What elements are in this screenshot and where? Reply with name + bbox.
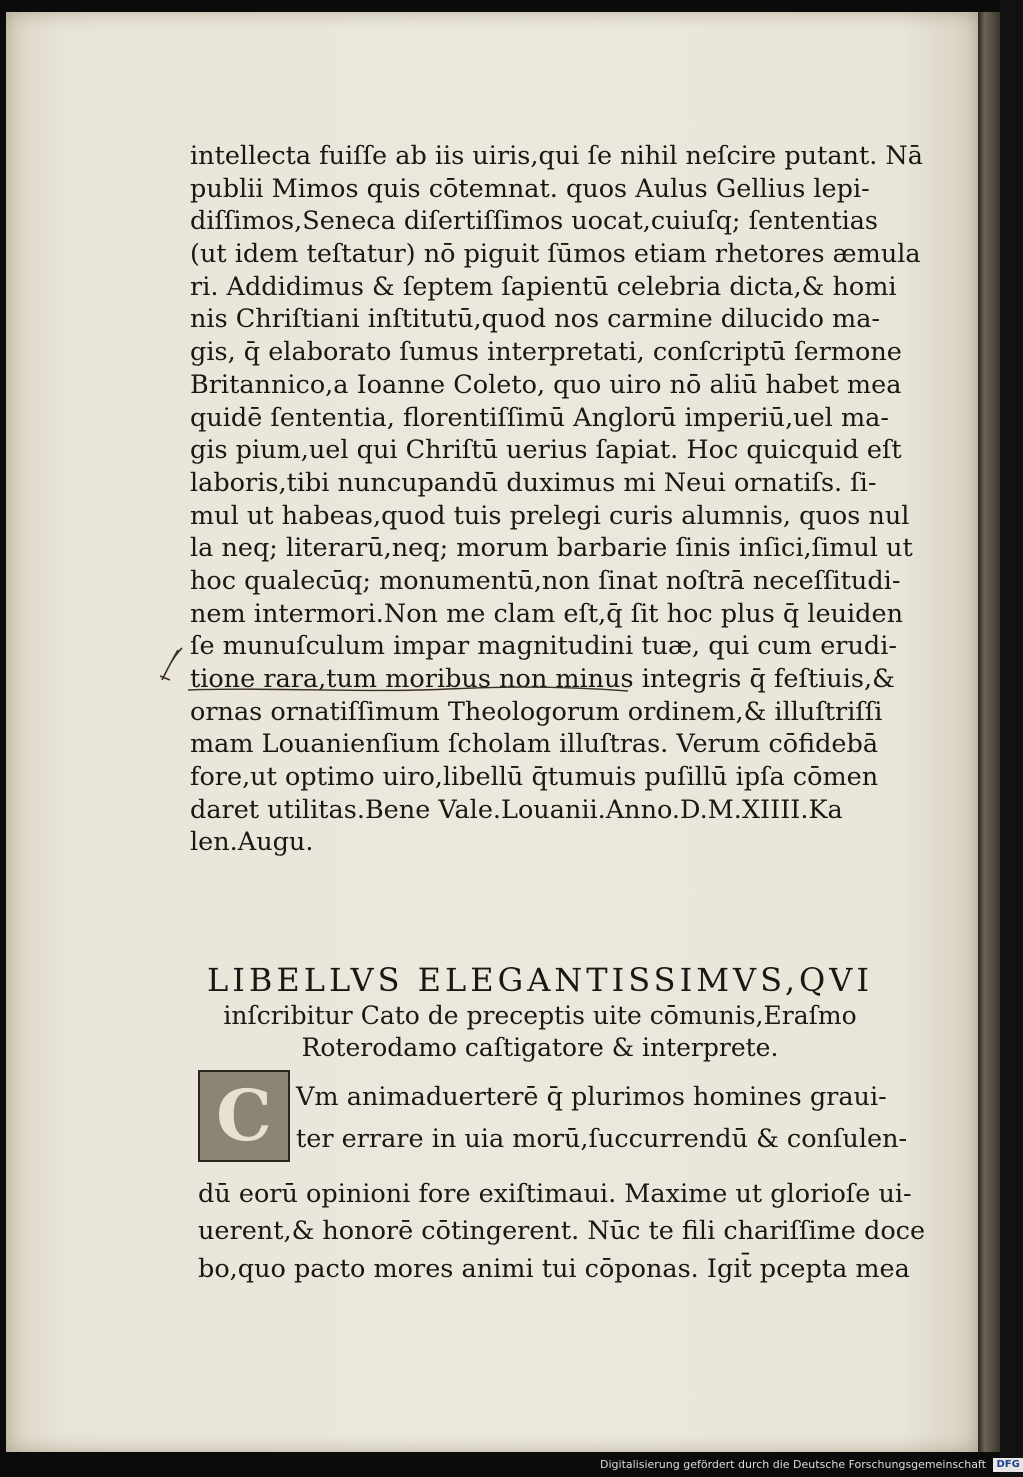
credit-text: Digitalisierung gefördert durch die Deutsche Forschungsgemeinschaft [600, 1458, 986, 1471]
text-line: mul ut habeas,quod tuis prelegi curis alumnis, quos nul [190, 500, 910, 531]
text-line: quidē ſententia, florentiſſimū Anglorū imperiū,uel ma- [190, 402, 889, 433]
text-line: daret utilitas.Bene Vale.Louanii.Anno.D.M.XIIII.Ka [190, 794, 843, 825]
handwritten-underline [188, 683, 628, 697]
section-heading [190, 960, 890, 1064]
decorated-initial [198, 1070, 290, 1162]
heading-subtitle-line: Roterodamo caſtigatore & interprete. [301, 1033, 779, 1062]
text-line: nem intermori.Non me clam eſt,q̄ ſit hoc plus q̄ leuiden [190, 598, 903, 629]
text-line: ſe munuſculum impar magnitudini tuæ, qui cum erudi- [190, 631, 898, 662]
text-line: Britannico,a Ioanne Coleto, quo uiro nō aliū habet mea [190, 369, 902, 400]
heading-subtitle-line: inſcribitur Cato de preceptis uite cōmunis,Eraſmo [223, 1001, 857, 1030]
text-line: dū eorū opinioni fore exiſtimaui. Maxime ut glorioſe ui- [198, 1179, 912, 1209]
digitization-credit [600, 1456, 1020, 1474]
text-line: diſſimos,Seneca diſertiſſimos uocat,cuiuſq; ſententias [190, 206, 879, 237]
text-line: nis Chriſtiani inſtitutū,quod nos carmine dilucido ma- [190, 304, 881, 335]
text-line: gis pium,uel qui Chriſtū uerius ſapiat. Hoc quicquid eſt [190, 435, 902, 466]
text-line: laboris,tibi nuncupandū duximus mi Neui ornatiſs. ſi- [190, 467, 877, 498]
heading-title: LIBELLVS ELEGANTISSIMVS,QVI [206, 961, 874, 999]
text-line: intellecta fuiſſe ab iis uiris,qui ſe nihil neſcire putant. Nā [190, 141, 923, 171]
text-line: bo,quo pacto mores animi tui cōponas. Igit̄ pcepta mea [198, 1254, 910, 1284]
text-line: fore,ut optimo uiro,libellū q̄tumuis puſillū ipſa cōmen [190, 762, 879, 793]
text-line: (ut idem teſtatur) nō piguit ſūmos etiam rhetores æmula [190, 239, 921, 270]
text-line: uerent,& honorē cōtingerent. Nūc te fili chariſſime doce [198, 1216, 926, 1246]
text-line: Vm animaduerterē q̄ plurimos homines graui- [296, 1082, 887, 1112]
text-line: la neq; literarū,neq; morum barbarie ſinis inſici,ſimul ut [190, 533, 913, 564]
initial-letter: C [216, 1074, 272, 1157]
book-edge [978, 12, 1000, 1452]
dfg-logo: DFG [993, 1458, 1022, 1472]
text-line: mam Louanienſium ſcholam illuſtras. Verum cōfidebā [190, 729, 879, 760]
text-line: gis, q̄ elaborato ſumus interpretati, conſcriptū ſermone [190, 337, 902, 368]
text-line: len.Augu. [190, 827, 314, 858]
text-line: publii Mimos quis cōtemnat. quos Aulus Gellius lepi- [190, 173, 870, 204]
text-line: hoc qualecūq; monumentū,non ſinat noſtrā neceſſitudi- [190, 565, 901, 596]
marginal-bracket-mark [160, 646, 190, 686]
letter-text-block [190, 140, 923, 859]
text-line: ri. Addidimus & ſeptem ſapientū celebria dicta,& homi [190, 271, 897, 302]
text-line: ornas ornatiſſimum Theologorum ordinem,& illuſtriſſi [190, 696, 883, 727]
text-line: tione rara,tum moribus non minus integris q̄ feſtiuis,& [190, 664, 895, 694]
text-line: ter errare in uia morū,ſuccurrendū & conſulen- [296, 1124, 908, 1154]
